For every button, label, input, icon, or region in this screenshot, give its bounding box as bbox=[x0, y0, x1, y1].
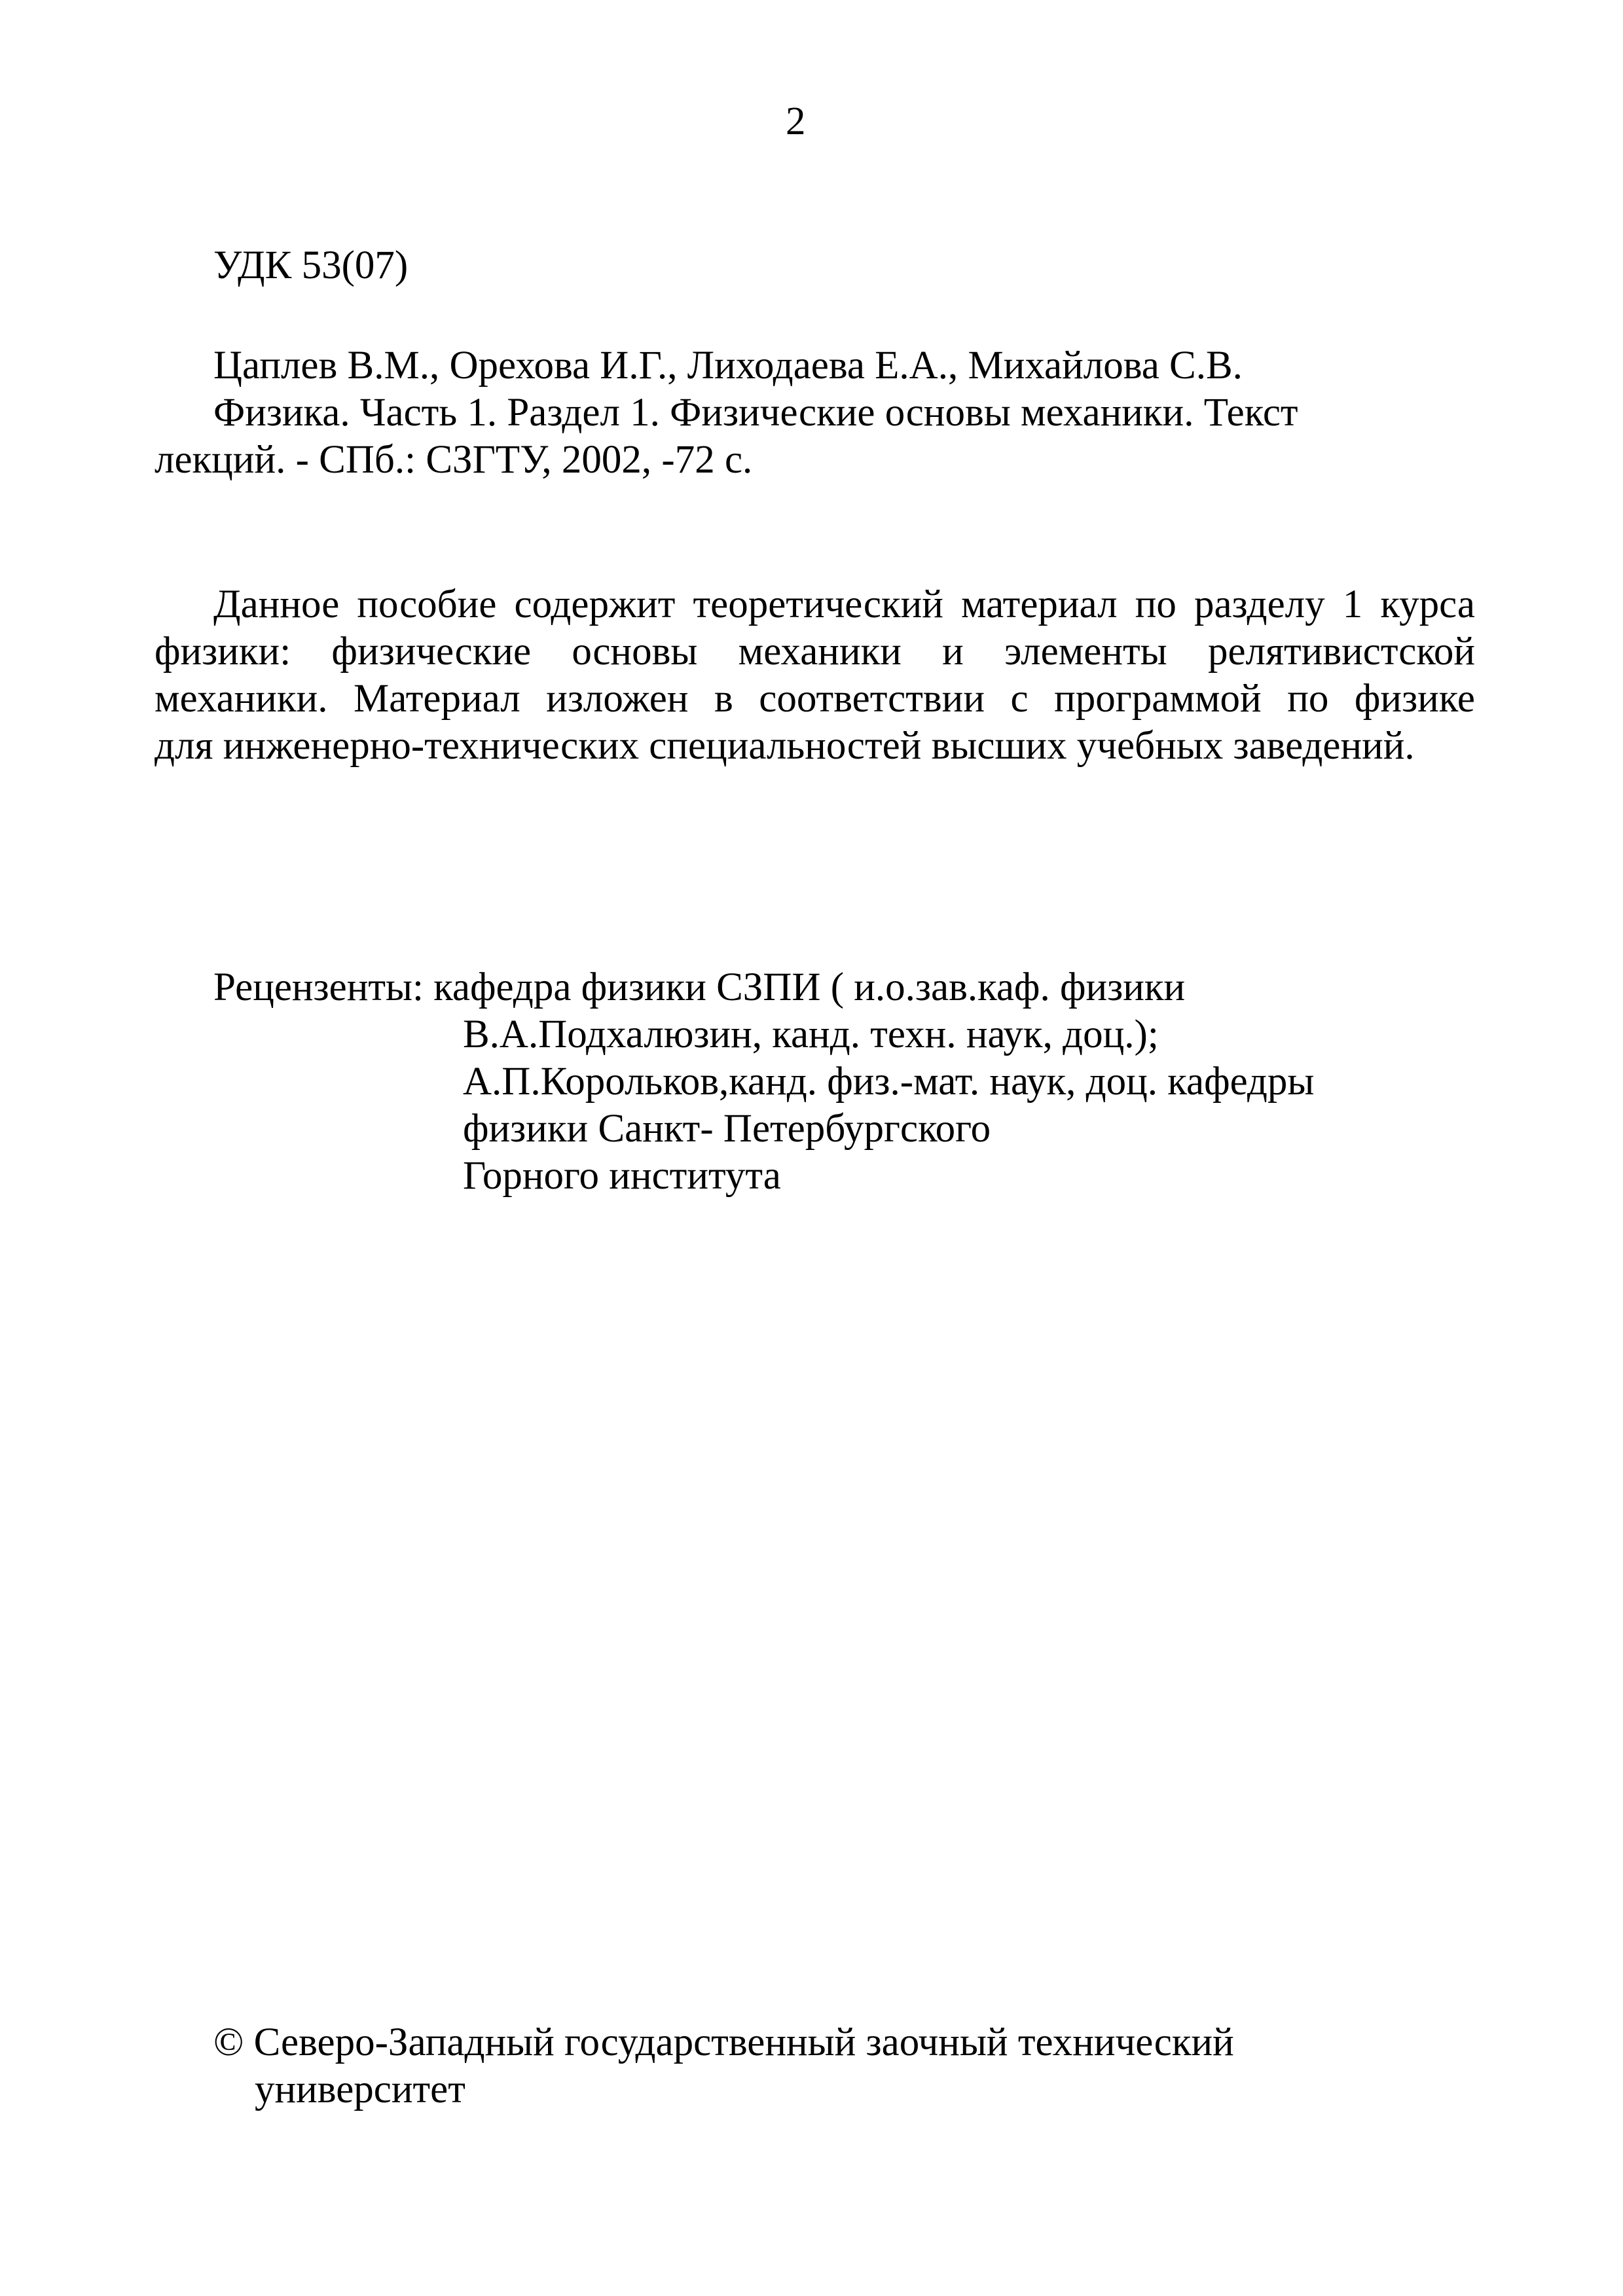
abstract-line-2: физики: физические основы механики и элементы релятивистской bbox=[155, 630, 1475, 673]
abstract-line-1: Данное пособие содержит теоретический материал по разделу 1 курса bbox=[213, 583, 1475, 626]
copyright-line-1: © Северо-Западный государственный заочный технический bbox=[213, 2020, 1234, 2064]
abstract-line-4: для инженерно-технических специальностей высших учебных заведений. bbox=[155, 724, 1415, 768]
reviewer-line-2: В.А.Подхалюзин, канд. техн. наук, доц.); bbox=[463, 1013, 1159, 1056]
citation-title-line: Физика. Часть 1. Раздел 1. Физические основы механики. Текст bbox=[213, 391, 1298, 435]
citation-publication-line: лекций. - СПб.: СЗГТУ, 2002, -72 с. bbox=[155, 438, 753, 482]
reviewer-line-3: А.П.Корольков,канд. физ.-мат. наук, доц. кафедры bbox=[463, 1060, 1315, 1103]
page-number: 2 bbox=[786, 99, 806, 143]
reviewers-label-line: Рецензенты: кафедра физики СЗПИ ( и.о.зав.каф. физики bbox=[213, 965, 1186, 1009]
udk-code: УДК 53(07) bbox=[213, 243, 409, 287]
copyright-line-2: университет bbox=[255, 2068, 465, 2111]
reviewer-line-5: Горного института bbox=[463, 1154, 781, 1198]
reviewer-line-4: физики Санкт- Петербургского bbox=[463, 1107, 991, 1151]
authors-line: Цаплев В.М., Орехова И.Г., Лиходаева Е.А., Михайлова С.В. bbox=[213, 344, 1243, 387]
abstract-line-3: механики. Материал изложен в соответствии с программой по физике bbox=[155, 677, 1475, 721]
